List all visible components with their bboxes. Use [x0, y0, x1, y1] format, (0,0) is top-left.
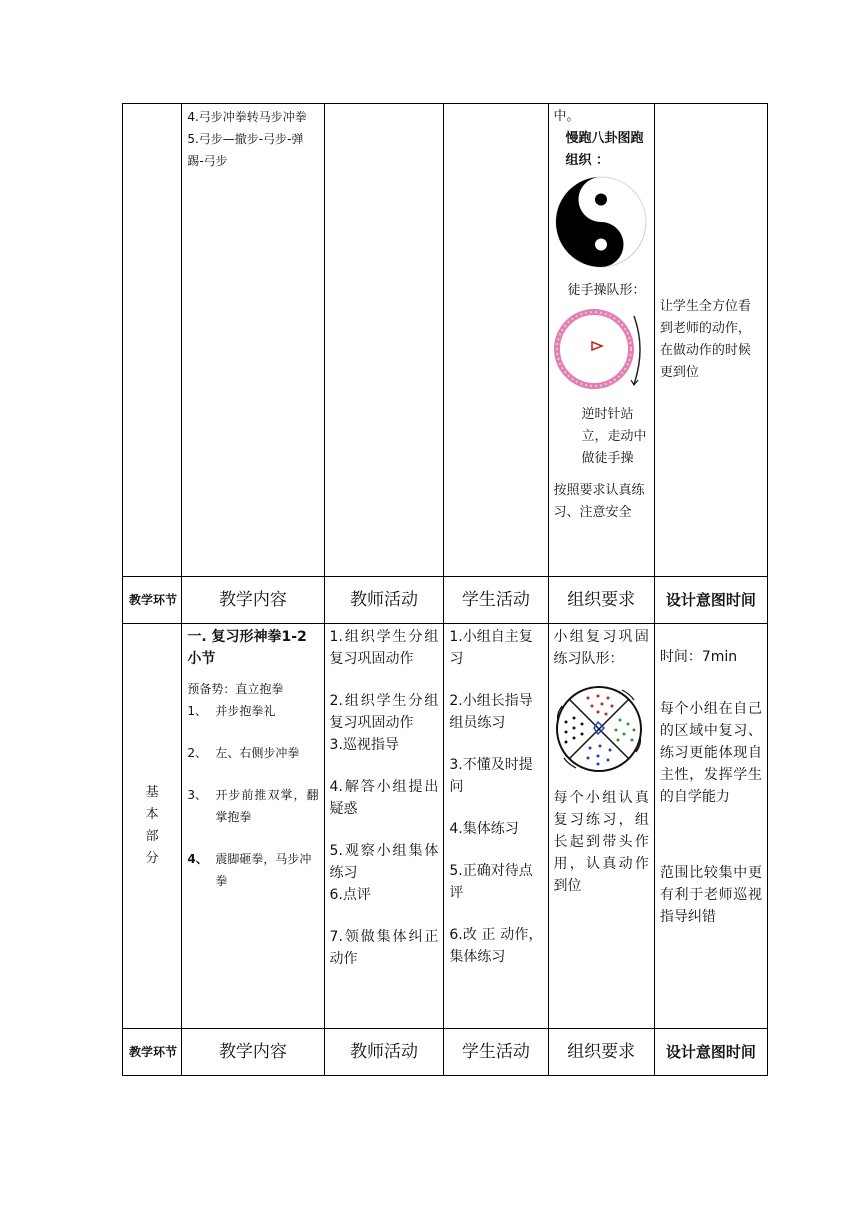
- student-item: 2.小组长指导组员练习: [449, 693, 533, 731]
- formation1-title: 慢跑八卦图跑组织 ：: [565, 131, 644, 168]
- header-row: [123, 577, 768, 624]
- continued-row: [123, 104, 768, 577]
- header-row-2: [123, 1029, 768, 1076]
- lesson-plan-table: [122, 103, 768, 1076]
- header-student: 学生活动: [444, 577, 548, 624]
- student-item: 3.不懂及时提问: [449, 757, 533, 795]
- student-item: 6.改 正 动作，集体练习: [449, 927, 543, 965]
- teacher-item: 5.观察小组集体练习: [329, 843, 439, 881]
- header-content: 教学内容: [182, 577, 324, 624]
- student-cell-empty: [444, 104, 548, 577]
- organization-basic: [548, 624, 654, 1029]
- header-teacher: 教师活动: [324, 577, 444, 624]
- teacher-item: 2.组织学生分组复习巩固动作: [329, 693, 439, 731]
- header-student: 学生活动: [444, 1029, 548, 1076]
- org-basic-top: 小组复习巩固练习队形：: [553, 629, 649, 667]
- content-basic: [182, 624, 324, 1029]
- content-item-4: 4.弓步冲拳转马步冲拳: [187, 110, 307, 124]
- design-intent1: 每个小组在自己的区域中复习、练习更能体现自主性，发挥学生的自学能力: [659, 701, 762, 805]
- header-section: 教学环节: [123, 1029, 182, 1076]
- header-teacher: 教师活动: [324, 1029, 444, 1076]
- content-cell: [182, 104, 324, 577]
- org-note2: 按照要求认真练习、注意安全: [553, 483, 645, 520]
- content-item: 1、 并步抱拳礼: [187, 704, 276, 718]
- design-cell: [654, 104, 767, 577]
- student-item: 4.集体练习: [449, 821, 519, 837]
- teacher-item: 7.领做集体纠正动作: [329, 929, 439, 967]
- section-basic: [123, 624, 182, 1029]
- header-design: 设计意图时间: [654, 1029, 767, 1076]
- design-intent2: 范围比较集中更有利于老师巡视指导纠错: [659, 865, 762, 925]
- section-cell-empty: [123, 104, 182, 577]
- content-prep: 预备势：直立抱拳: [187, 682, 284, 696]
- teacher-item: 3.巡视指导: [329, 737, 399, 753]
- section-char: 基: [145, 785, 159, 800]
- content-title: 一. 复习形神拳1-2小节: [187, 629, 307, 667]
- content-item: 3、 开步前推双掌，翻掌抱拳: [187, 788, 319, 824]
- yin-yang-icon: [554, 176, 652, 276]
- design-time: 时间：7min: [659, 649, 738, 665]
- content-item: 2、 左、右侧步冲拳: [187, 746, 300, 760]
- header-section: 教学环节: [123, 577, 182, 624]
- section-char: 分: [145, 851, 159, 866]
- four-quadrant-formation-icon: [554, 684, 649, 781]
- header-design: 设计意图时间: [654, 577, 767, 624]
- design-basic: [654, 624, 767, 1029]
- section-char: 部: [145, 829, 159, 844]
- header-content: 教学内容: [182, 1029, 324, 1076]
- teacher-cell-empty: [324, 104, 444, 577]
- organization-cell: [548, 104, 654, 577]
- basic-part-row: [123, 624, 768, 1029]
- content-item-5: 5.弓步—撤步-弓步-弹踢-弓步: [187, 132, 304, 168]
- teacher-item: 1.组织学生分组复习巩固动作: [329, 629, 439, 667]
- org-top-text: 中。: [553, 109, 580, 124]
- teacher-item: 4.解答小组提出疑惑: [329, 779, 439, 817]
- header-organization: 组织要求: [548, 1029, 654, 1076]
- formation2-title: 徒手操队形：: [567, 283, 646, 298]
- student-item: 1.小组自主复习: [449, 629, 533, 667]
- header-organization: 组织要求: [548, 577, 654, 624]
- student-basic: [444, 624, 548, 1029]
- content-item: 4、 震脚砸拳，马步冲拳: [187, 852, 312, 888]
- student-item: 5.正确对待点评: [449, 863, 533, 901]
- org-note1: 逆时针站立，走动中做徒手操: [581, 407, 647, 466]
- design-intent-text: 让学生全方位看到老师的动作，在做动作的时候更到位: [659, 299, 751, 380]
- teacher-item: 6.点评: [329, 887, 371, 903]
- section-char: 本: [145, 807, 159, 822]
- org-basic-bottom: 每个小组认真复习练习，组长起到带头作用，认真动作到位: [553, 790, 649, 894]
- pink-circle-formation-icon: [554, 306, 652, 400]
- teacher-basic: [324, 624, 444, 1029]
